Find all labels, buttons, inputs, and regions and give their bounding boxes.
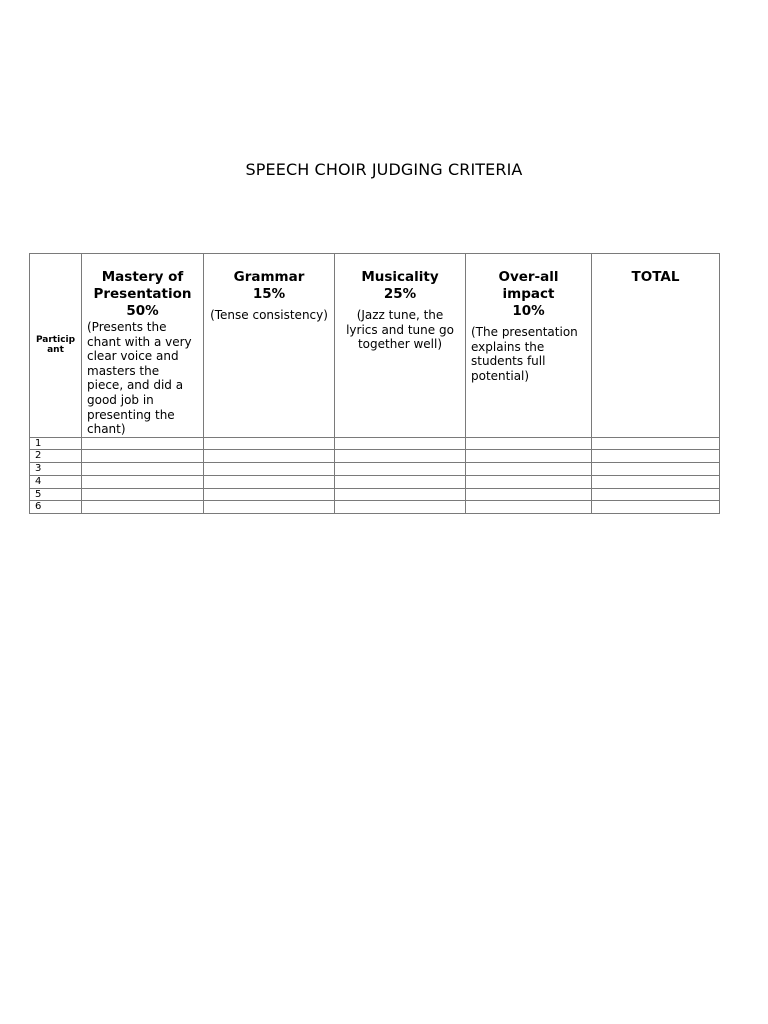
musicality-score-cell[interactable] — [335, 463, 466, 476]
musicality-heading — [335, 269, 465, 303]
mastery-heading — [82, 269, 203, 320]
mastery-heading-line1: Mastery of — [101, 269, 184, 285]
overall-impact-weight: 10% — [512, 303, 545, 319]
table-row — [30, 475, 720, 488]
musicality-weight: 25% — [383, 286, 417, 302]
musicality-score-cell[interactable] — [335, 501, 466, 514]
total-header — [592, 254, 720, 438]
participant-number: 1 — [30, 437, 82, 450]
overall-impact-heading-line1: Over-all — [498, 269, 559, 285]
overall-impact-heading-line2: impact — [502, 286, 555, 302]
total-score-cell[interactable] — [592, 501, 720, 514]
musicality-score-cell[interactable] — [335, 475, 466, 488]
participant-number: 6 — [30, 501, 82, 514]
grammar-description: (Tense consistency) — [210, 308, 328, 322]
grammar-heading-line1: Grammar — [233, 269, 305, 285]
table-row — [30, 437, 720, 450]
grammar-heading — [204, 269, 334, 303]
grammar-score-cell[interactable] — [204, 501, 335, 514]
mastery-heading-line2: Presentation — [93, 286, 192, 302]
mastery-weight: 50% — [126, 303, 159, 319]
overall-impact-header — [466, 254, 592, 438]
overall-impact-score-cell[interactable] — [466, 501, 592, 514]
table-row — [30, 501, 720, 514]
grammar-score-cell[interactable] — [204, 437, 335, 450]
musicality-score-cell[interactable] — [335, 450, 466, 463]
participant-number: 2 — [30, 450, 82, 463]
overall-impact-score-cell[interactable] — [466, 463, 592, 476]
participant-number: 3 — [30, 463, 82, 476]
participant-header-label: Particip ant — [35, 335, 76, 356]
musicality-header — [335, 254, 466, 438]
grammar-weight: 15% — [252, 286, 286, 302]
mastery-header — [82, 254, 204, 438]
mastery-score-cell[interactable] — [82, 437, 204, 450]
mastery-score-cell[interactable] — [82, 501, 204, 514]
grammar-score-cell[interactable] — [204, 475, 335, 488]
table-header-row — [30, 254, 720, 438]
participant-number: 4 — [30, 475, 82, 488]
overall-impact-score-cell[interactable] — [466, 488, 592, 501]
overall-impact-score-cell[interactable] — [466, 437, 592, 450]
mastery-score-cell[interactable] — [82, 488, 204, 501]
table-row — [30, 450, 720, 463]
total-score-cell[interactable] — [592, 437, 720, 450]
total-score-cell[interactable] — [592, 463, 720, 476]
overall-impact-score-cell[interactable] — [466, 450, 592, 463]
total-score-cell[interactable] — [592, 488, 720, 501]
table-row — [30, 488, 720, 501]
musicality-description: (Jazz tune, the lyrics and tune go together well) — [346, 308, 454, 352]
grammar-score-cell[interactable] — [204, 450, 335, 463]
overall-impact-description: (The presentation explains the students full potential) — [471, 325, 578, 383]
musicality-score-cell[interactable] — [335, 437, 466, 450]
musicality-heading-line1: Musicality — [361, 269, 439, 285]
participant-header — [30, 254, 82, 438]
musicality-score-cell[interactable] — [335, 488, 466, 501]
total-heading: TOTAL — [631, 269, 680, 285]
grammar-score-cell[interactable] — [204, 488, 335, 501]
participant-number: 5 — [30, 488, 82, 501]
mastery-score-cell[interactable] — [82, 463, 204, 476]
judging-criteria-table — [29, 253, 720, 514]
mastery-score-cell[interactable] — [82, 450, 204, 463]
grammar-score-cell[interactable] — [204, 463, 335, 476]
total-score-cell[interactable] — [592, 450, 720, 463]
grammar-header — [204, 254, 335, 438]
mastery-description: (Presents the chant with a very clear voice and masters the piece, and did a good job in presenting the chant) — [87, 320, 192, 437]
document-title: SPEECH CHOIR JUDGING CRITERIA — [245, 160, 523, 179]
total-score-cell[interactable] — [592, 475, 720, 488]
overall-impact-heading — [466, 269, 591, 320]
table-row — [30, 463, 720, 476]
mastery-score-cell[interactable] — [82, 475, 204, 488]
overall-impact-score-cell[interactable] — [466, 475, 592, 488]
